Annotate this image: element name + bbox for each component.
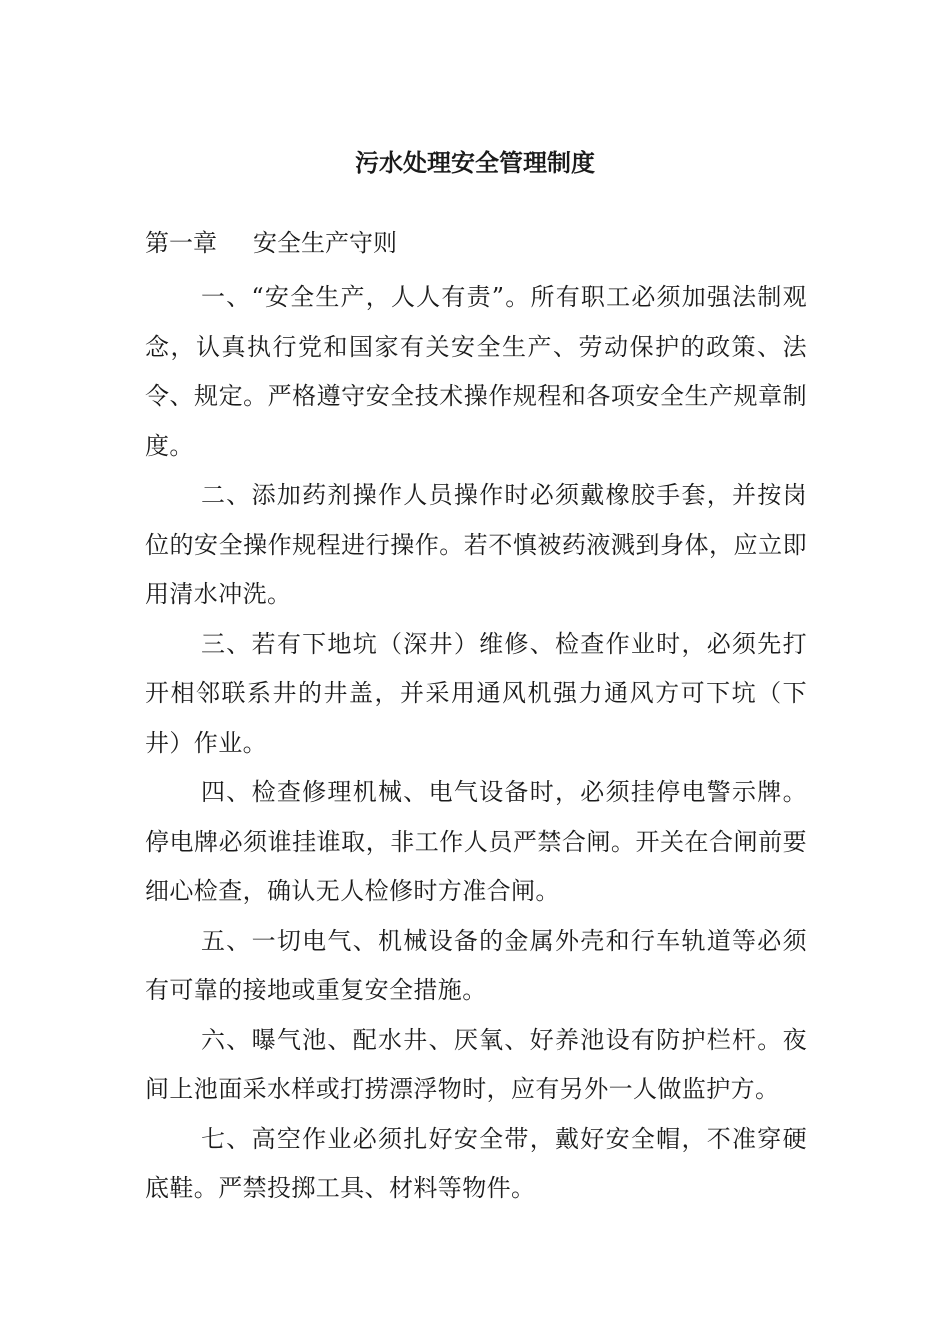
paragraph-1: 一、“安全生产，人人有责”。所有职工必须加强法制观念，认真执行党和国家有关安全生产、劳动保护的政策、法令、规定。严格遵守安全技术操作规程和各项安全生产规章制度。 <box>145 283 807 460</box>
chapter-heading <box>145 223 397 263</box>
paragraph-5: 五、一切电气、机械设备的金属外壳和行车轨道等必须有可靠的接地或重复安全措施。 <box>145 926 807 1004</box>
paragraph-6: 六、曝气池、配水井、厌氧、好养池设有防护栏杆。夜间上池面采水样或打捞漂浮物时，应有另外一人做监护方。 <box>145 1025 807 1103</box>
chapter-name: 安全生产守则 <box>253 229 397 257</box>
document-title: 污水处理安全管理制度 <box>355 148 595 177</box>
paragraph-7: 七、高空作业必须扎好安全带，戴好安全帽，不准穿硬底鞋。严禁投掷工具、材料等物件。 <box>145 1124 807 1202</box>
document-body <box>145 273 807 1214</box>
chapter-number: 第一章 <box>145 229 217 257</box>
paragraph-4: 四、检查修理机械、电气设备时，必须挂停电警示牌。停电牌必须谁挂谁取，非工作人员严禁合闸。开关在合闸前要细心检查，确认无人检修时方准合闸。 <box>145 778 807 905</box>
paragraph-3: 三、若有下地坑（深井）维修、检查作业时，必须先打开相邻联系井的井盖，并采用通风机强力通风方可下坑（下井）作业。 <box>145 629 807 757</box>
paragraph-2: 二、添加药剂操作人员操作时必须戴橡胶手套，并按岗位的安全操作规程进行操作。若不慎被药液溅到身体，应立即用清水冲洗。 <box>145 481 807 608</box>
